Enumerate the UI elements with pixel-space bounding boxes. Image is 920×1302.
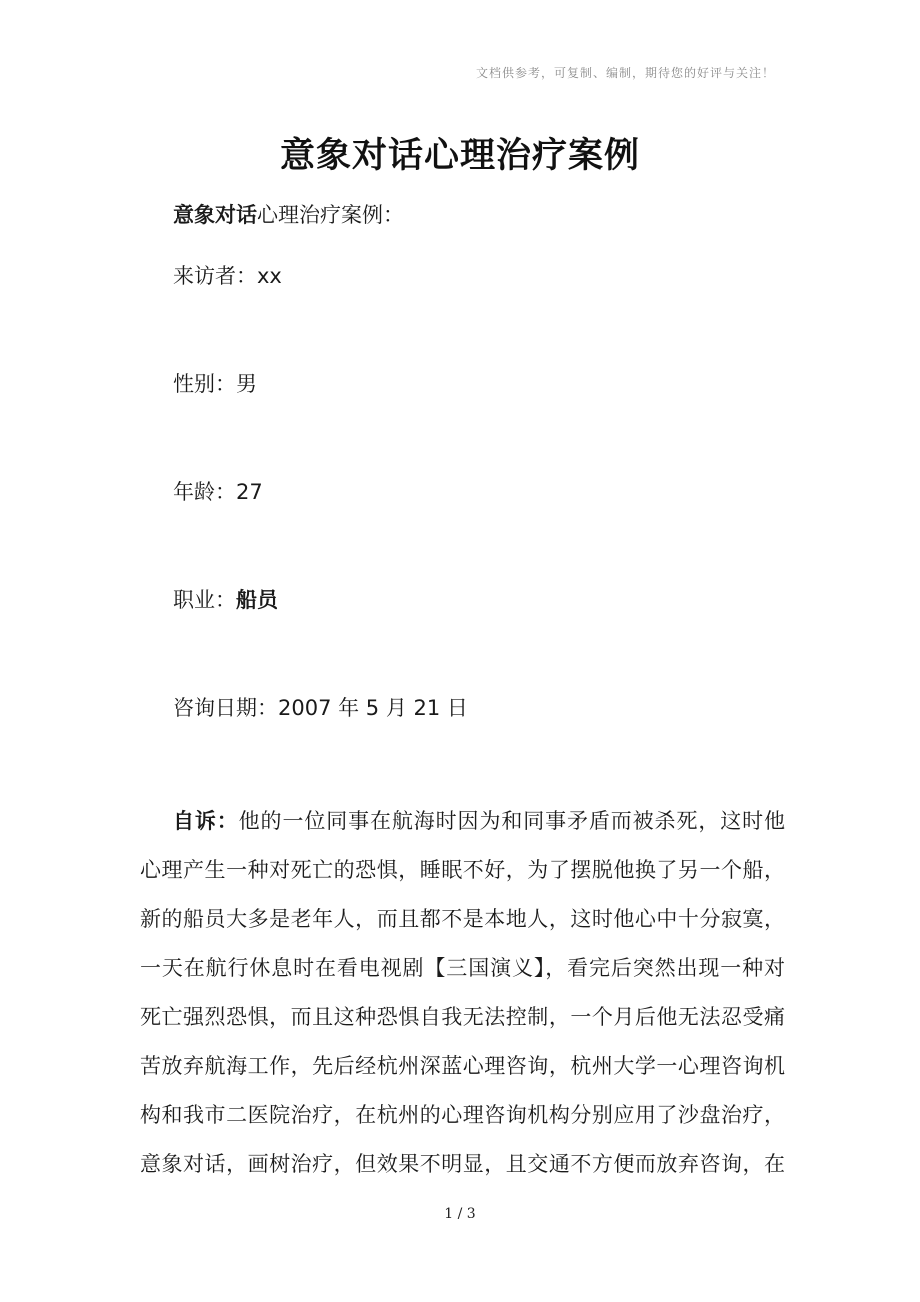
occupation-field	[173, 584, 278, 614]
age-field	[173, 476, 263, 506]
document-title: 意象对话心理治疗案例	[279, 136, 640, 176]
complaint-line: 构和我市二医院治疗，在杭州的心理咨询机构分别应用了沙盘治疗，	[140, 1103, 785, 1127]
complaint-line: 苦放弃航海工作，先后经杭州深蓝心理咨询，杭州大学一心理咨询机	[140, 1054, 785, 1078]
gender-value: 男	[236, 372, 257, 396]
visitor-value: xx	[257, 264, 282, 288]
page-number: 1 / 3	[444, 1206, 476, 1222]
age-value: 27	[236, 480, 263, 504]
complaint-line: 意象对话，画树治疗，但效果不明显，且交通不方便而放弃咨询，在	[140, 1152, 785, 1176]
complaint-line: 新的船员大多是老年人，而且都不是本地人，这时他心中十分寂寞，	[140, 907, 785, 931]
occupation-value: 船员	[236, 588, 278, 612]
consultation-date-value: 2007 年 5 月 21 日	[278, 696, 468, 720]
consultation-date-label: 咨询日期：	[173, 696, 278, 720]
complaint-line: 心理产生一种对死亡的恐惧，睡眠不好，为了摆脱他换了另一个船，	[140, 858, 785, 882]
intro-text: 心理治疗案例：	[257, 203, 404, 227]
consultation-date-field	[173, 692, 468, 722]
header-note: 文档供参考，可复制、编制，期待您的好评与关注！	[475, 66, 775, 80]
gender-field	[173, 368, 257, 398]
complaint-line: 一天在航行休息时在看电视剧【三国演义】，看完后突然出现一种对	[140, 956, 785, 980]
visitor-field	[173, 260, 282, 290]
intro-line	[173, 199, 404, 229]
intro-bold-text: 意象对话	[173, 203, 257, 227]
complaint-label: 自诉：	[173, 809, 239, 833]
gender-label: 性别：	[173, 372, 236, 396]
complaint-line-text: 他的一位同事在航海时因为和同事矛盾而被杀死，这时他	[238, 809, 786, 833]
occupation-label: 职业：	[173, 588, 236, 612]
complaint-paragraph	[140, 797, 785, 1189]
age-label: 年龄：	[173, 480, 236, 504]
visitor-label: 来访者：	[173, 264, 257, 288]
complaint-line	[140, 797, 785, 846]
complaint-line: 死亡强烈恐惧，而且这种恐惧自我无法控制，一个月后他无法忍受痛	[140, 1005, 785, 1029]
